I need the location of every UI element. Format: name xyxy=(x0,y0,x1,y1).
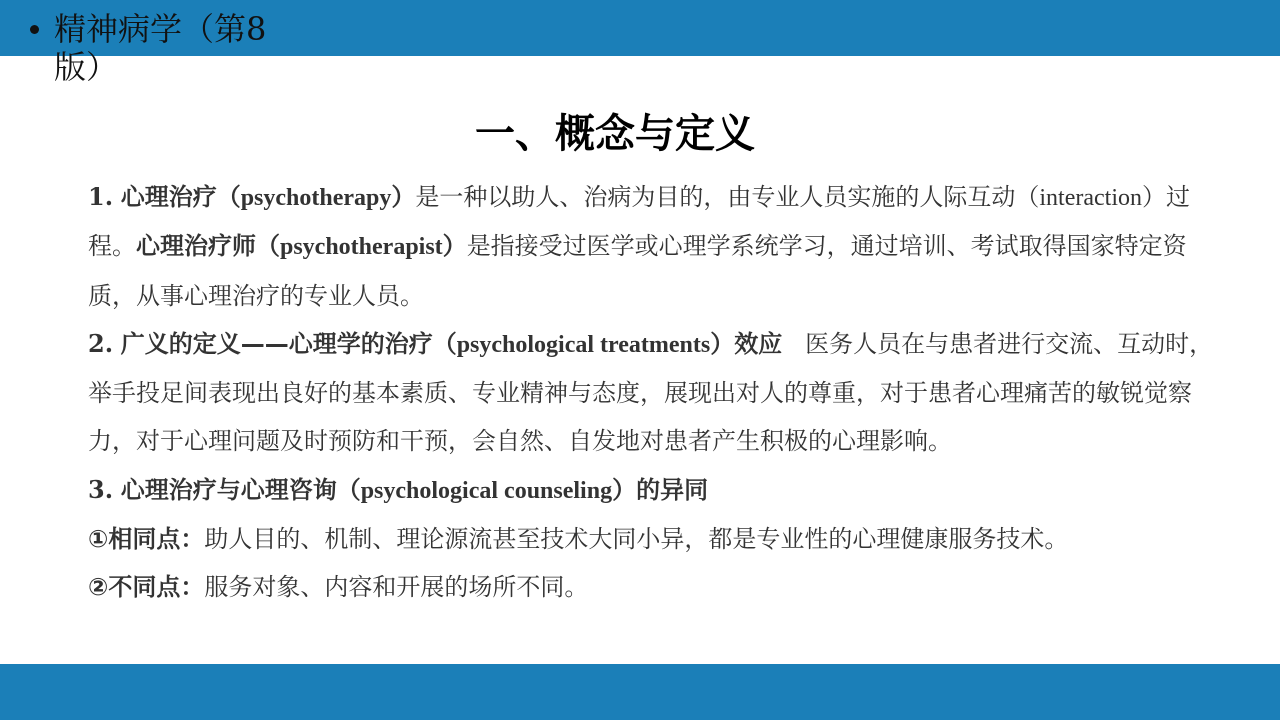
paragraph-therapy-vs-counseling xyxy=(88,466,1223,515)
section-number: 1. xyxy=(88,182,114,211)
differences-text: 服务对象、内容和开展的场所不同。 xyxy=(204,573,589,602)
book-reference-text: 精神病学（第8版） xyxy=(54,10,267,86)
paragraph-psychotherapy-definition xyxy=(88,173,1223,320)
term-interaction-en: （interaction） xyxy=(1015,185,1167,211)
differences-line xyxy=(88,563,1223,611)
definition-text: 是指接受过医学或心理学系统学习，通过培训、考试取得国家特定资质，从事心理治疗的专业人员。 xyxy=(88,232,1187,310)
broad-definition-text: 医务人员在与患者进行交流、互动时，举手投足间表现出良好的基本素质、专业精神与态度，展现出对人的尊重，对于患者心理痛苦的敏锐觉察力，对于心理问题及时预防和干预，会自然、自发地对患者产生积极的心理影响。 xyxy=(88,329,1214,456)
heading-therapy-vs-counseling: 心理治疗与心理咨询 xyxy=(120,475,337,504)
definition-text: 是一种以助人、治病为目的，由专业人员实施的人际互动 xyxy=(415,183,1016,211)
heading-therapy-vs-counseling-en: （psychological counseling） xyxy=(336,477,637,504)
similarities-label: ①相同点： xyxy=(88,525,205,554)
term-psychotherapist: 心理治疗师 xyxy=(136,232,256,261)
slide-title: 一、概念与定义 xyxy=(475,111,755,157)
book-reference xyxy=(30,10,320,86)
footer-bar xyxy=(0,664,1280,720)
term-psychotherapy: 心理治疗 xyxy=(120,183,217,211)
bullet-icon xyxy=(30,25,39,34)
similarities-line xyxy=(88,515,1223,563)
slide-body xyxy=(88,173,1223,612)
term-psychotherapy-en: （psychotherapy） xyxy=(216,185,416,211)
definition-text: 过程。 xyxy=(88,183,1191,261)
heading-broad-definition-tail: 效应 xyxy=(734,329,783,358)
paragraph-broad-definition xyxy=(88,320,1223,466)
section-number: 3. xyxy=(88,474,114,504)
heading-broad-definition: 广义的定义——心理学的治疗 xyxy=(120,329,433,358)
similarities-text: 助人目的、机制、理论源流甚至技术大同小异，都是专业性的心理健康服务技术。 xyxy=(204,525,1069,554)
heading-therapy-vs-counseling-tail: 的异同 xyxy=(636,475,709,504)
term-psychotherapist-en: （psychotherapist） xyxy=(256,234,467,261)
differences-label: ②不同点： xyxy=(88,573,205,602)
section-number: 2. xyxy=(88,328,114,358)
heading-broad-definition-en: （psychological treatments） xyxy=(432,331,735,358)
